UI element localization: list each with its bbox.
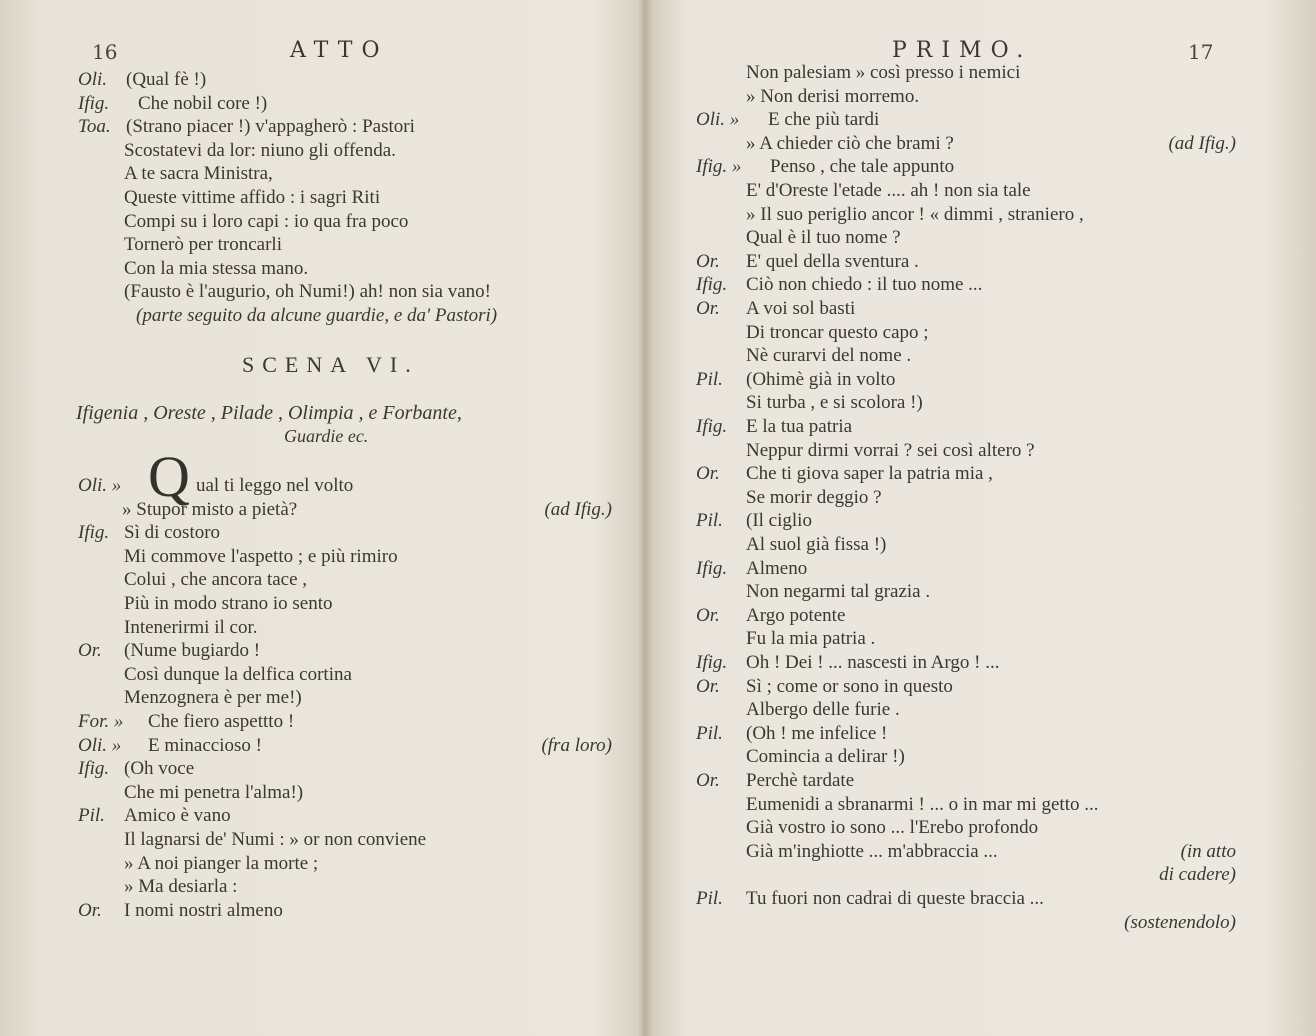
text-line [652,226,1236,250]
line-text: Comincia a delirar !) [746,746,905,768]
line-text: » Stupor misto a pietà? [122,498,298,520]
line-text: E minaccioso ! [148,734,262,756]
text-line [0,757,612,781]
text-line [652,462,1236,486]
line-text: I nomi nostri almeno [124,899,283,921]
line-text: Queste vittime affido : i sagri Riti [124,187,381,208]
text-line [652,179,1236,203]
line-text: Così dunque la delfica cortina [124,663,352,685]
speaker-label: Pil. [696,368,723,390]
speaker-label: Or. [78,899,102,921]
text-line [652,415,1236,439]
page-number: 17 [1188,40,1214,64]
text-line [0,545,612,569]
text-line [0,804,612,828]
line-text: ual ti leggo nel volto [196,475,354,496]
line-text: Tu fuori non cadrai di queste braccia ... [746,888,1044,909]
text-line [652,675,1236,699]
line-text: Che fiero aspettto ! [148,711,295,732]
line-text: A voi sol basti [746,298,856,319]
text-line [652,155,1236,179]
text-line [0,115,612,139]
speaker-label: Oli. » [78,734,122,756]
speaker-label: Ifig. [78,522,110,544]
line-text: » A chieder ciò che brami ? [746,132,954,154]
drop-cap: Q [148,444,190,509]
line-text: (Strano piacer !) v'appagherò : Pastori [126,116,415,138]
line-text: Se morir deggio ? [746,486,882,508]
text-line [0,304,612,328]
speaker-label: Ifig. [696,557,728,579]
line-text: (Il ciglio [746,510,812,532]
text-line [0,686,612,710]
speaker-label: Or. [696,298,720,319]
line-text: Che mi penetra l'alma!) [124,781,304,803]
speaker-label: Oli. [78,69,108,90]
left-page [0,0,645,1036]
text-line [652,85,1236,109]
text-line [0,474,612,498]
text-line [652,604,1236,628]
line-text: E la tua patria [746,416,853,437]
cast-list-cont: Guardie ec. [284,426,369,446]
line-text: Che ti giova saper la patria mia , [746,463,993,485]
stage-direction: di cadere) [1159,864,1236,886]
text-line [0,521,612,545]
text-line [0,710,612,734]
text-line [0,828,612,852]
line-text: Già vostro io sono ... l'Erebo profondo [746,817,1039,839]
text-line [652,368,1236,392]
line-text: Perchè tardate [746,770,855,791]
speaker-label: Or. [696,250,720,272]
line-text: A te sacra Ministra, [124,163,273,185]
text-line [652,273,1236,297]
text-line [652,509,1236,533]
text-line [0,139,612,163]
speaker-label: For. » [78,711,124,732]
line-text: Sì di costoro [124,522,221,544]
text-line [0,734,612,758]
line-text: Amico è vano [124,805,231,827]
line-text: Eumenidi a sbranarmi ! ... o in mar mi getto ... [746,793,1099,815]
speaker-label: Pil. [696,722,723,744]
text-line [652,439,1236,463]
text-line [652,793,1236,817]
text-line [652,840,1236,864]
text-line [0,875,612,899]
text-line [652,486,1236,510]
line-text: (Oh ! me infelice ! [746,722,888,744]
line-text: Qual è il tuo nome ? [746,227,901,249]
stage-direction: (ad Ifig.) [1168,132,1236,154]
text-line [652,722,1236,746]
line-text: Il lagnarsi de' Numi : » or non conviene [124,829,427,850]
speaker-label: Toa. [78,116,111,138]
speaker-label: Ifig. [78,758,110,780]
speaker-label: Or. [696,675,720,697]
speaker-label: Ifig. [696,652,728,673]
text-line [652,911,1236,935]
line-text: (parte seguito da alcune guardie, e da' Pastori) [136,305,498,326]
speaker-label: Ifig. [696,274,728,296]
text-line [0,852,612,876]
text-line [652,203,1236,227]
line-text: Già m'inghiotte ... m'abbraccia ... [746,840,998,862]
line-text: Colui , che ancora tace , [124,569,308,591]
text-line [652,250,1236,274]
speaker-label: Pil. [78,805,105,827]
speaker-label: Ifig. [696,416,728,437]
line-text: Scostatevi da lor: niuno gli offenda. [124,139,396,161]
line-text: Almeno [746,557,808,579]
text-line [0,280,612,304]
text-line [0,186,612,210]
line-text: (Nume bugiardo ! [124,640,261,662]
line-text: Intenerirmi il cor. [124,616,258,638]
line-text: Nè curarvi del nome . [746,345,912,367]
speaker-label: Or. [78,640,102,662]
text-line [0,592,612,616]
line-text: Più in modo strano io sento [124,593,333,614]
text-line [652,108,1236,132]
text-line [0,568,612,592]
text-line [652,61,1236,85]
line-text: Non negarmi tal grazia . [746,581,931,603]
text-line [0,663,612,687]
line-text: » A noi pianger la morte ; [124,852,319,874]
text-line [652,344,1236,368]
line-text: Ciò non chiedo : il tuo nome ... [746,274,983,296]
line-text: Fu la mia patria . [746,628,876,650]
text-line [0,498,612,522]
line-text: Si turba , e si scolora !) [746,392,923,414]
text-line [0,68,612,92]
line-text: » Non derisi morremo. [746,85,920,107]
line-text: Albergo delle furie . [746,699,900,721]
line-text: » Il suo periglio ancor ! « dimmi , straniero , [746,203,1084,225]
text-line [0,781,612,805]
stage-direction: (sostenendolo) [1124,911,1236,933]
line-text: Al suol già fissa !) [746,534,887,555]
page-number: 16 [92,40,118,64]
text-line [652,863,1236,887]
text-line [0,92,612,116]
line-text: E che più tardi [768,109,880,131]
text-line [652,580,1236,604]
line-text: Menzognera è per me!) [124,687,302,709]
speaker-label: Ifig. [78,92,110,114]
line-text: E' quel della sventura . [746,250,919,272]
line-text: Argo potente [746,604,846,626]
right-page [652,0,1316,1036]
text-line [0,899,612,923]
cast-list: Ifigenia , Oreste , Pilade , Olimpia , e Forbante, [76,402,462,424]
speaker-label: Ifig. » [696,156,742,178]
stage-direction: (in atto [1180,840,1236,862]
speaker-label: Or. [696,463,720,485]
line-text: (Ohimè già in volto [746,368,896,390]
line-text: Che nobil core !) [138,92,268,114]
line-text: E' d'Oreste l'etade .... ah ! non sia tale [746,180,1031,201]
line-text: Oh ! Dei ! ... nascesti in Argo ! ... [746,652,1000,673]
stage-direction: (ad Ifig.) [544,498,612,520]
text-line [652,627,1236,651]
scene-title: SCENA VI. [242,352,419,377]
text-line [652,769,1236,793]
line-text: Tornerò per troncarli [124,234,282,256]
text-line [652,132,1236,156]
text-line [0,233,612,257]
text-line [652,533,1236,557]
line-text: Non palesiam » così presso i nemici [746,62,1021,83]
text-line [652,816,1236,840]
text-line [652,745,1236,769]
text-line [652,651,1236,675]
running-header: ATTO [290,38,389,63]
text-line [0,639,612,663]
text-line [0,210,612,234]
text-line [652,321,1236,345]
speaker-label: Or. [696,604,720,626]
text-line [652,698,1236,722]
line-text: Neppur dirmi vorrai ? sei così altero ? [746,439,1035,461]
stage-direction: (fra loro) [541,734,612,756]
speaker-label: Pil. [696,510,723,532]
speaker-label: Or. [696,770,720,791]
line-text: » Ma desiarla : [124,876,238,898]
line-text: Compi su i loro capi : io qua fra poco [124,210,409,232]
speaker-label: Oli. » [696,109,740,131]
line-text: (Oh voce [124,758,195,780]
text-line [0,162,612,186]
text-line [652,297,1236,321]
line-text: Di troncar questo capo ; [746,321,929,343]
text-line [0,257,612,281]
speaker-label: Oli. » [78,475,122,496]
text-line [0,616,612,640]
running-header: PRIMO. [892,38,1033,63]
line-text: Penso , che tale appunto [770,156,955,178]
line-text: Mi commove l'aspetto ; e più rimiro [124,545,398,567]
text-line [652,557,1236,581]
line-text: (Fausto è l'augurio, oh Numi!) ah! non sia vano! [124,281,491,303]
text-line [652,887,1236,911]
speaker-label: Pil. [696,888,723,909]
line-text: Sì ; come or sono in questo [746,675,953,697]
line-text: (Qual fè !) [126,69,207,90]
text-line [652,391,1236,415]
line-text: Con la mia stessa mano. [124,257,309,279]
